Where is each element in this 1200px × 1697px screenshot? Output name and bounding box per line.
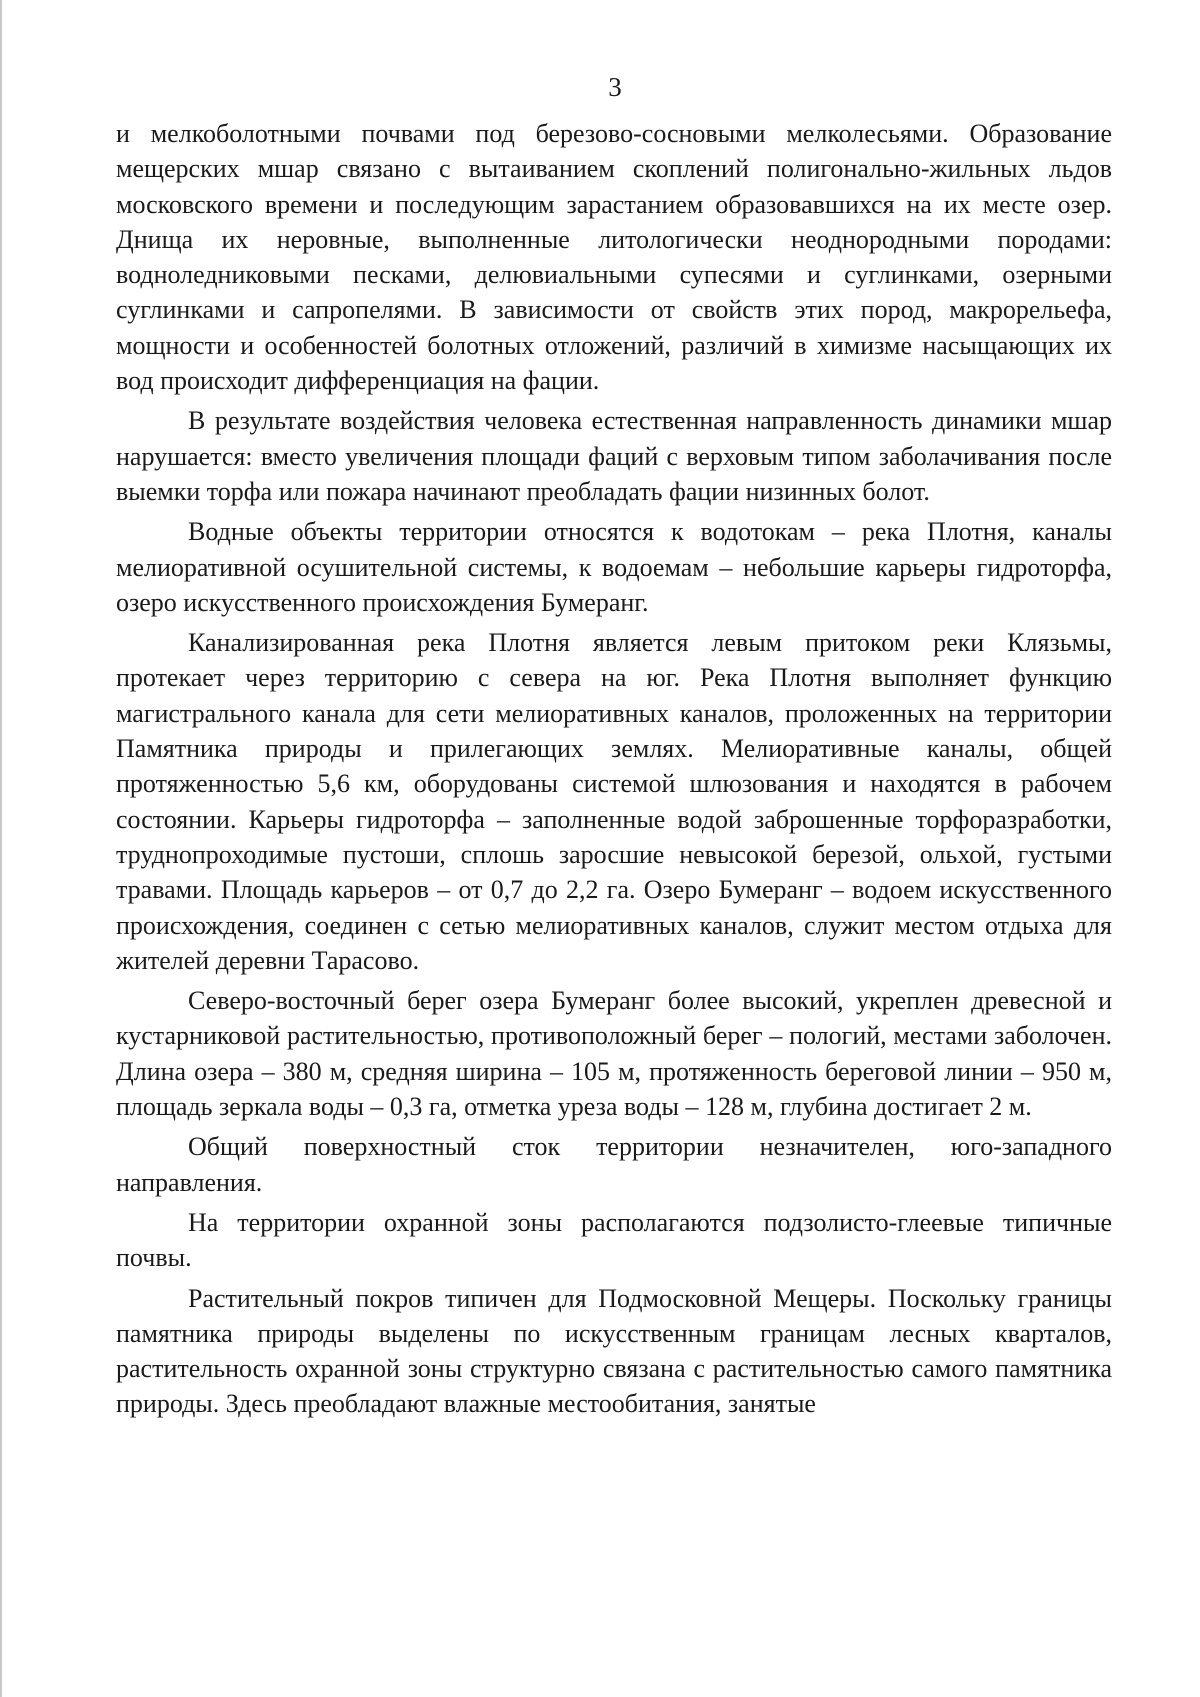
paragraph-vegetation: Растительный покров типичен для Подмосковной Мещеры. Поскольку границы памятника природы выделены по искусственным границам лесных кварталов, растительность охранной зоны структурно связана с растительностью самого памятника природы. Здесь преобладают влажные местообитания, занятые xyxy=(116,1283,1112,1419)
document-body xyxy=(116,116,1112,1427)
paragraph-plotnya-river: Канализированная река Плотня является левым притоком реки Клязьмы, протекает через территорию с севера на юг. Река Плотня выполняет функцию магистрального канала для сети мелиоративных каналов, проложенных на территории Памятника природы и прилегающих землях. Мелиоративные каналы, общей протяженностью 5,6 км, оборудованы системой шлюзования и находятся в рабочем состоянии. Карьеры гидроторфа – заполненные водой заброшенные торфоразработки, труднопроходимые пустоши, сплошь заросшие невысокой березой, ольхой, густыми травами. Площадь карьеров – от 0,7 до 2,2 га. Озеро Бумеранг – водоем искусственного происхождения, соединен с сетью мелиоративных каналов, служит местом отдыха для жителей деревни Тарасово. xyxy=(116,628,1112,975)
paragraph-bumerang-lake: Северо-восточный берег озера Бумеранг более высокий, укреплен древесной и кустарниковой растительностью, противоположный берег – пологий, местами заболочен. Длина озера – 380 м, средняя ширина – 105 м, протяженность береговой линии – 950 м, площадь зеркала воды – 0,3 га, отметка уреза воды – 128 м, глубина достигает 2 м. xyxy=(116,986,1112,1122)
paragraph-water-objects: Водные объекты территории относятся к водотокам – река Плотня, каналы мелиоративной осушительной системы, к водоемам – небольшие карьеры гидроторфа, озеро искусственного происхождения Бумеранг. xyxy=(116,517,1112,617)
scan-edge-line xyxy=(0,0,2,1697)
paragraph-soils: На территории охранной зоны располагаются подзолисто-глеевые типичные почвы. xyxy=(116,1207,1112,1273)
page-number: 3 xyxy=(608,72,622,102)
paragraph-human-impact: В результате воздействия человека естественная направленность динамики мшар нарушается: вместо увеличения площади фаций с верховым типом заболачивания после выемки торфа или пожара начинают преобладать фации низинных болот. xyxy=(116,406,1112,506)
paragraph-continuation: и мелкоболотными почвами под березово-сосновыми мелколесьями. Образование мещерских мшар связано с вытаиванием скоплений полигонально-жильных льдов московского времени и последующим зарастанием образовавшихся на их месте озер. Днища их неровные, выполненные литологически неоднородными породами: водноледниковыми песками, делювиальными супесями и суглинками, озерными суглинками и сапропелями. В зависимости от свойств этих пород, макрорельефа, мощности и особенностей болотных отложений, различий в химизме насыщающих их вод происходит дифференциация на фации. xyxy=(116,119,1112,396)
paragraph-surface-runoff: Общий поверхностный сток территории незначителен, юго-западного направления. xyxy=(116,1132,1112,1197)
